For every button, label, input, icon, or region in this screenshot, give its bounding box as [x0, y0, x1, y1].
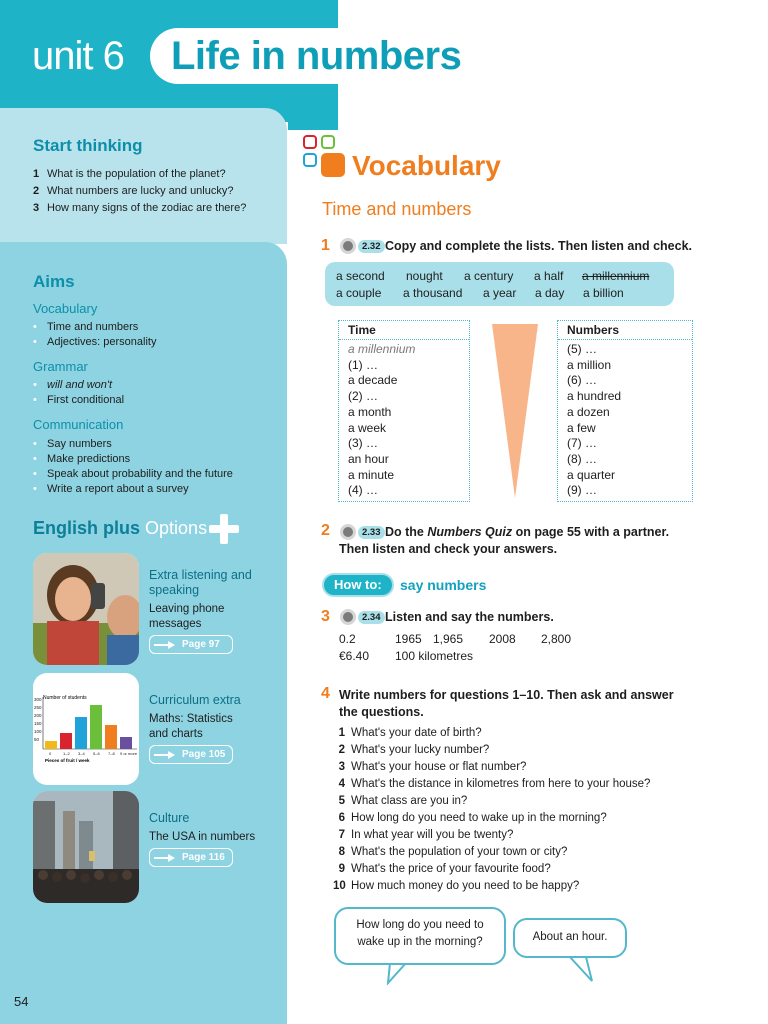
word-item: a half: [534, 269, 564, 283]
option-text: The USA in numbers: [149, 831, 256, 843]
cd-audio-icon[interactable]: [340, 238, 356, 254]
list-item: • Speak about probability and the future: [33, 467, 233, 482]
table-row: a millennium: [348, 342, 416, 356]
table-row: (9) …: [567, 483, 597, 498]
arrow-right-icon: [154, 854, 176, 862]
phone-photo-thumbnail: [33, 553, 139, 665]
word-item: a thousand: [403, 286, 463, 300]
time-table-header: Time: [339, 321, 469, 340]
word-item: a year: [483, 286, 517, 300]
page-105-button[interactable]: Page 105: [149, 745, 233, 764]
option-text: Maths: Statistics and charts: [149, 713, 233, 740]
exercise-number: 4: [321, 685, 330, 702]
audio-track[interactable]: 2.32: [340, 238, 385, 254]
table-row: (8) …: [567, 451, 597, 466]
table-row: a week: [348, 420, 387, 435]
exercise-number: 3: [321, 608, 330, 625]
word-item: a day: [535, 286, 565, 300]
questions-list: [333, 725, 650, 895]
page-number: 54: [14, 994, 29, 1009]
audio-track[interactable]: 2.34: [340, 609, 385, 625]
word-item: nought: [406, 269, 443, 283]
svg-text:1–2: 1–2: [63, 751, 70, 756]
list-item: 3 How many signs of the zodiac are there?: [33, 202, 247, 214]
table-row: a decade: [348, 373, 398, 388]
arrow-right-icon: [154, 751, 176, 759]
aims-communication-heading: Communication: [33, 417, 124, 432]
list-item: • Adjectives: personality: [33, 335, 156, 350]
number-item: €6.40: [339, 649, 370, 663]
option-1: [149, 568, 259, 654]
vocabulary-heading: Vocabulary: [352, 150, 501, 181]
svg-text:3–4: 3–4: [78, 751, 85, 756]
table-row: a million: [567, 357, 612, 372]
word-box: [325, 262, 674, 306]
bar-chart-thumbnail-svg: [33, 673, 139, 785]
svg-text:Number of students: Number of students: [43, 695, 87, 701]
word-item: a second: [336, 269, 385, 283]
table-row: a quarter: [567, 467, 616, 482]
list-item: • Write a report about a survey: [33, 482, 233, 497]
number-item: 2008: [489, 632, 516, 646]
exercise-instruction: Do the Numbers Quiz on page 55 with a partner.: [385, 525, 670, 539]
option-title: Extra listening and speaking: [149, 568, 252, 597]
chart-bar: [120, 737, 132, 749]
list-item: 7 In what year will you be twenty?: [338, 829, 514, 841]
option-3: [149, 811, 269, 867]
aims-heading: Aims: [33, 272, 75, 291]
table-row: a hundred: [567, 389, 622, 404]
number-item: 2,800: [541, 632, 572, 646]
svg-text:5–6: 5–6: [93, 751, 100, 756]
option-title: Curriculum extra: [149, 693, 241, 707]
list-item: 2 What's your lucky number?: [338, 744, 490, 756]
vocabulary-squares-icon: [303, 135, 343, 185]
number-item: 1965: [395, 632, 422, 646]
chart-bar: [105, 725, 117, 749]
number-item: 1,965: [433, 632, 464, 646]
list-item: 5 What class are you in?: [338, 795, 468, 807]
svg-text:150: 150: [34, 721, 42, 726]
page-title: Life in numbers: [171, 34, 462, 78]
numbers-table-header: Numbers: [558, 321, 692, 340]
bar-chart-thumbnail: [33, 673, 139, 785]
option-2: [149, 693, 269, 764]
numbers-table: [557, 320, 693, 502]
aims-communication-list: [33, 437, 233, 497]
table-row: a few: [567, 420, 596, 435]
chart-bar: [45, 741, 57, 749]
table-row: a month: [348, 404, 392, 419]
svg-text:0: 0: [49, 751, 52, 756]
exercise-instruction-line2: Then listen and check your answers.: [339, 542, 558, 556]
arrow-right-icon: [154, 641, 176, 649]
svg-text:7–8: 7–8: [108, 751, 115, 756]
list-item: • Time and numbers: [33, 320, 156, 335]
exercise-number: 2: [321, 522, 330, 539]
svg-text:Pieces of fruit / week: Pieces of fruit / week: [45, 758, 90, 763]
start-thinking-heading: Start thinking: [33, 136, 143, 155]
word-item: a couple: [336, 286, 382, 300]
table-row: (2) …: [348, 389, 378, 404]
svg-text:300: 300: [34, 697, 42, 702]
word-item: a billion: [583, 286, 624, 300]
word-item-crossed-out: a millennium: [582, 269, 650, 283]
table-row: an hour: [348, 451, 389, 466]
chart-bar: [75, 717, 87, 749]
city-photo-thumbnail: [33, 791, 139, 903]
table-row: a minute: [348, 467, 395, 482]
plus-icon: [209, 514, 239, 544]
list-item: 8 What's the population of your town or city?: [338, 846, 568, 858]
answer-speech-bubble: About an hour.: [513, 918, 627, 958]
option-text: Leaving phone messages: [149, 603, 225, 630]
list-item: 10 How much money do you need to be happy?: [333, 880, 580, 892]
question-speech-bubble: How long do you need to wake up in the morning?: [334, 907, 506, 965]
list-item: 6 How long do you need to wake up in the morning?: [338, 812, 607, 824]
audio-track[interactable]: 2.33: [340, 524, 385, 540]
word-item: a century: [464, 269, 514, 283]
how-to-label: How to:: [334, 577, 382, 592]
list-item: 1 What's your date of birth?: [338, 727, 482, 739]
aims-vocab-heading: Vocabulary: [33, 301, 98, 316]
list-item: 2 What numbers are lucky and unlucky?: [33, 185, 234, 197]
english-plus-heading: English plus Options: [33, 518, 208, 538]
table-row: (6) …: [567, 373, 597, 388]
time-and-numbers-subheading: Time and numbers: [322, 199, 472, 219]
chart-bar: [60, 733, 72, 749]
exercise-instruction: Listen and say the numbers.: [385, 610, 554, 624]
time-table: [338, 320, 470, 502]
number-item: 0.2: [339, 632, 356, 646]
svg-text:250: 250: [34, 705, 42, 710]
chart-bar: [90, 705, 102, 749]
number-item: 100 kilometres: [395, 649, 474, 663]
table-row: (7) …: [567, 436, 597, 451]
aims-vocab-list: [33, 320, 156, 350]
start-thinking-list: [33, 166, 246, 217]
how-to-text: say numbers: [400, 577, 487, 593]
svg-text:100: 100: [34, 729, 42, 734]
table-row: (5) …: [567, 342, 597, 356]
aims-grammar-list: [33, 378, 124, 408]
unit-label: unit 6: [32, 34, 124, 78]
list-item: • First conditional: [33, 393, 124, 408]
exercise-instruction: Copy and complete the lists. Then listen and check.: [385, 239, 693, 253]
cd-audio-icon[interactable]: [340, 609, 356, 625]
list-item: • Say numbers: [33, 437, 233, 452]
option-title: Culture: [149, 811, 190, 825]
table-row: (1) …: [348, 357, 378, 372]
svg-text:200: 200: [34, 713, 42, 718]
table-row: a dozen: [567, 404, 610, 419]
list-item: 3 What's your house or flat number?: [338, 761, 527, 773]
exercise-number: 1: [321, 237, 330, 254]
svg-text:50: 50: [34, 737, 40, 742]
list-item: • Make predictions: [33, 452, 233, 467]
page-116-button[interactable]: Page 116: [149, 848, 233, 867]
page-97-button[interactable]: Page 97: [149, 635, 233, 654]
table-row: (3) …: [348, 436, 378, 451]
svg-text:9 or more: 9 or more: [120, 751, 138, 756]
table-row: (4) …: [348, 483, 378, 498]
exercise-instruction-line2: the questions.: [339, 705, 424, 719]
aims-grammar-heading: Grammar: [33, 359, 88, 374]
decreasing-triangle-graphic: [490, 322, 540, 500]
list-item: 1 What is the population of the planet?: [33, 168, 226, 180]
list-item: 9 What's the price of your favourite food?: [338, 863, 551, 875]
list-item: • will and won't: [33, 378, 124, 393]
exercise-instruction: Write numbers for questions 1–10. Then ask and answer: [339, 688, 674, 702]
cd-audio-icon[interactable]: [340, 524, 356, 540]
list-item: 4 What's the distance in kilometres from here to your house?: [338, 778, 651, 790]
